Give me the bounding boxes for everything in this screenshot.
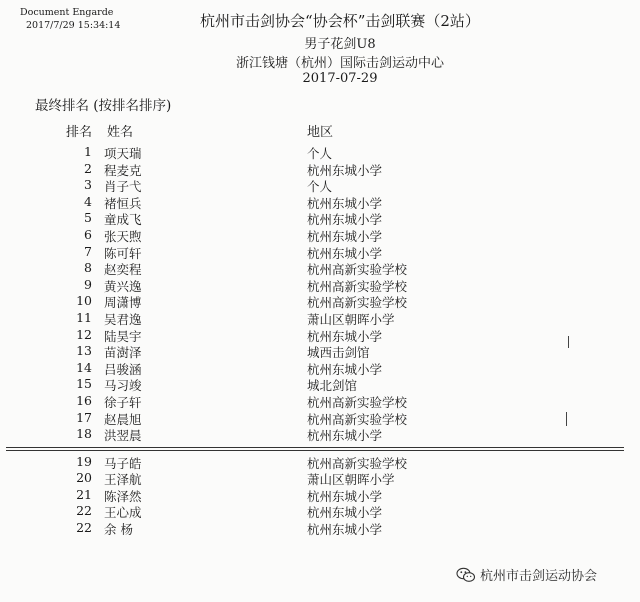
table-row [0,327,640,344]
rank-cell: 2 [84,160,92,176]
name-cell: 马子皓 [104,456,142,471]
name-cell: 肖子弋 [104,179,142,195]
region-cell: 杭州高新实验学校 [307,394,408,410]
rank-cell: 19 [76,454,92,469]
name-cell: 洪翌晨 [104,428,142,444]
rank-cell: 6 [84,226,92,242]
rank-cell: 3 [84,177,92,193]
region-cell: 杭州东城小学 [307,245,383,261]
rankings-table-top [0,144,640,443]
name-cell: 赵晨旭 [104,411,142,427]
region-cell: 杭州东城小学 [307,521,383,537]
name-cell: 王泽航 [104,472,142,488]
name-cell: 程麦克 [104,162,142,178]
name-cell: 褚恒兵 [104,195,142,211]
name-cell: 余 杨 [104,521,133,537]
table-row [0,454,640,470]
table-row [0,277,640,294]
rank-cell: 5 [84,210,92,226]
table-row [0,293,640,310]
name-cell: 赵奕程 [104,262,142,278]
table-row [0,194,640,211]
rank-cell: 9 [84,276,92,292]
column-header-rank: 排名 [66,125,93,140]
table-row [0,360,640,377]
region-cell: 杭州东城小学 [307,505,383,521]
rank-cell: 7 [84,243,92,259]
rank-cell: 21 [76,486,92,502]
column-header-region: 地区 [307,125,334,140]
cut-divider [6,450,624,451]
name-cell: 吴君逸 [104,311,142,327]
rank-cell: 4 [84,193,92,209]
table-row [0,376,640,393]
table-row [0,410,640,427]
name-cell: 周潇博 [104,295,142,311]
table-row [0,487,640,503]
region-cell: 杭州东城小学 [307,162,383,178]
table-row [0,210,640,227]
name-cell: 陈泽然 [104,488,142,504]
region-cell: 城北剑馆 [307,378,358,394]
table-row [0,144,640,161]
table-row [0,310,640,327]
table-row [0,520,640,536]
region-cell: 个人 [307,146,333,161]
rank-cell: 14 [76,359,92,375]
rank-cell: 8 [84,260,92,276]
rank-cell: 22 [76,503,92,519]
region-cell: 杭州高新实验学校 [307,278,408,294]
region-cell: 杭州东城小学 [307,212,383,228]
competition-title: 杭州市击剑协会“协会杯”击剑联赛（2站） [200,12,480,30]
event-date: 2017-07-29 [302,71,378,86]
venue-name: 浙江钱塘（杭州）国际击剑运动中心 [235,56,444,71]
rank-cell: 13 [76,343,92,359]
region-cell: 城西击剑馆 [307,345,370,361]
table-row [0,260,640,277]
region-cell: 杭州高新实验学校 [307,456,408,471]
rank-cell: 10 [76,293,92,309]
table-row [0,426,640,443]
cut-divider [6,447,624,448]
name-cell: 马习竣 [104,378,142,394]
column-header-name: 姓名 [107,125,134,140]
table-row [0,393,640,410]
event-name: 男子花剑U8 [304,37,376,52]
rank-cell: 20 [76,470,92,486]
region-cell: 杭州高新实验学校 [307,411,408,427]
region-cell: 杭州东城小学 [307,328,383,344]
section-title: 最终排名 (按排名排序) [35,98,172,114]
table-row [0,343,640,360]
name-cell: 吕骏涵 [104,361,142,377]
region-cell: 萧山区朝晖小学 [307,311,395,327]
region-cell: 杭州东城小学 [307,228,383,244]
watermark [456,565,597,584]
region-cell: 杭州高新实验学校 [307,262,408,278]
region-cell: 萧山区朝晖小学 [307,472,395,488]
rankings-table-bottom [0,454,640,536]
rank-cell: 17 [76,409,92,425]
table-row [0,470,640,486]
table-row [0,503,640,519]
name-cell: 黄兴逸 [104,278,142,294]
table-row [0,161,640,178]
table-row [0,244,640,261]
rank-cell: 12 [76,326,92,342]
rank-cell: 18 [76,426,92,442]
region-cell: 杭州高新实验学校 [307,295,408,311]
software-name: Document Engarde [20,7,114,18]
region-cell: 杭州东城小学 [307,428,383,444]
name-cell: 王心成 [104,505,142,521]
rank-cell: 11 [76,309,92,325]
name-cell: 陆昊宇 [104,328,142,344]
name-cell: 徐子轩 [104,394,142,410]
region-cell: 杭州东城小学 [307,361,383,377]
wechat-icon [456,567,476,583]
name-cell: 陈可轩 [104,245,142,261]
region-cell: 杭州东城小学 [307,488,383,504]
print-timestamp: 2017/7/29 15:34:14 [26,20,121,31]
rank-cell: 22 [76,519,92,535]
watermark-text: 杭州市击剑运动协会 [480,569,598,584]
name-cell: 张天煦 [104,228,142,244]
table-row [0,227,640,244]
region-cell: 杭州东城小学 [307,195,383,211]
name-cell: 苗澍泽 [104,345,142,361]
name-cell: 项天瑞 [104,146,142,161]
table-row [0,177,640,194]
document-meta [20,6,120,32]
rank-cell: 1 [84,144,92,159]
name-cell: 童成飞 [104,212,142,228]
region-cell: 个人 [307,179,333,195]
rank-cell: 15 [76,376,92,392]
rank-cell: 16 [76,392,92,408]
